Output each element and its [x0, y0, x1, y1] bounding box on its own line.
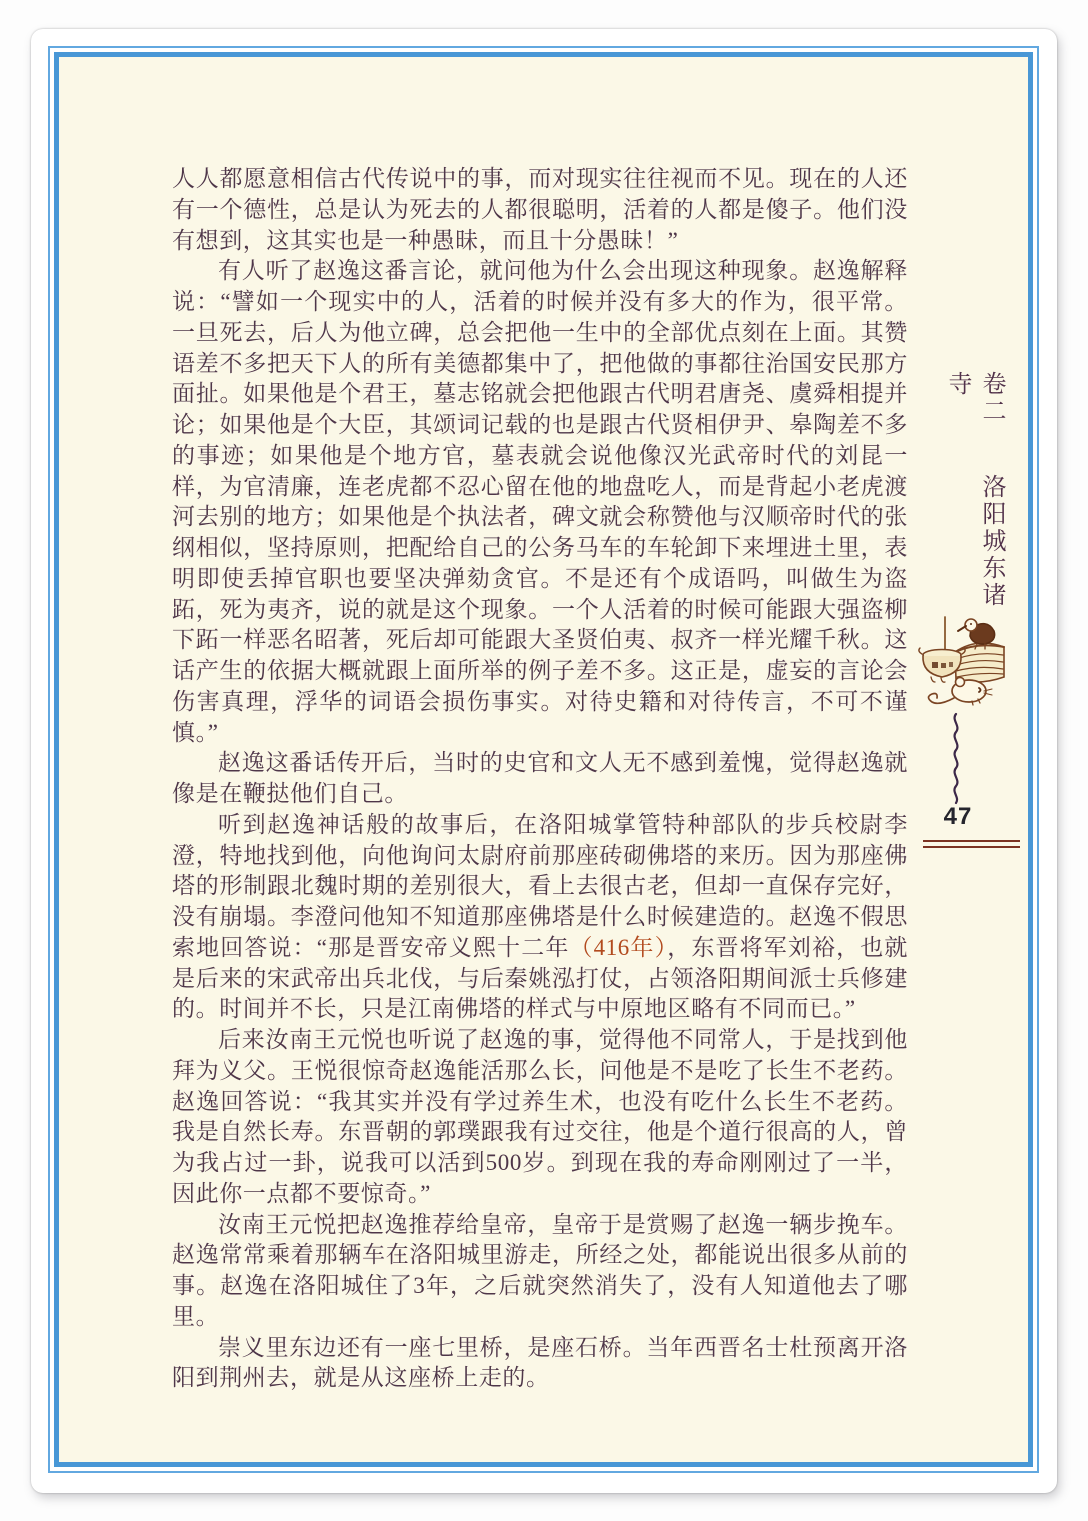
paragraph [172, 1025, 908, 1210]
paragraph [172, 1210, 908, 1333]
book-page [31, 29, 1057, 1493]
paragraph [172, 164, 908, 256]
text-segment: 有人听了赵逸这番言论，就问他为什么会出现这种现象。赵逸解释说：“譬如一个现实中的人，活着的时候并没有多大的作为，很平常。一旦死去，后人为他立碑，总会把他一生中的全部优点刻在上面。其赞语差不多把天下人的所有美德都集中了，把他做的事都往治国安民那方面扯。如果他是个君王，墓志铭就会把他跟古代明君唐尧、虞舜相提并论；如果他是个大臣，其颂词记载的也是跟古代贤相伊尹、皋陶差不多的事迹；如果他是个地方官，墓表就会说他像汉光武帝时代的刘昆一样，为官清廉，连老虎都不忍心留在他的地盘吃人，而是背起小老虎渡河去别的地方；如果他是个执法者，碑文就会称赞他与汉顺帝时代的张纲相似，坚持原则，把配给自己的公务马车的车轮卸下来埋进土里，表明即使丢掉官职也要坚决弹劾贪官。不是还有个成语吗，叫做生为盗跖，死为夷齐，说的就是这个现象。一个人活着的时候可能跟大强盗柳下跖一样恶名昭著，死后却可能跟大圣贤伯夷、叔齐一样光耀千秋。这话产生的依据大概就跟上面所举的例子差不多。这正是，虚妄的言论会伤害真理，浮华的词语会损伤事实。对待史籍和对待传言，不可不谨慎。” [172, 258, 908, 745]
volume-label: 卷二 [978, 371, 1004, 425]
body-text [172, 164, 908, 1394]
paragraph [172, 748, 908, 810]
text-segment: 后来汝南王元悦也听说了赵逸的事，觉得他不同常人，于是找到他拜为义父。王悦很惊奇赵逸能活那么长，问他是不是吃了长生不老药。赵逸回答说：“我其实并没有学过养生术，也没有吃什么长生不老药。我是自然长寿。东晋朝的郭璞跟我有过交往，他是个道行很高的人，曾为我占过一卦，说我可以活到500岁。到现在我的寿命刚刚过了一半，因此你一点都不要惊奇。” [172, 1027, 908, 1206]
text-segment: 人人都愿意相信古代传说中的事，而对现实往往视而不见。现在的人还有一个德性，总是认为死去的人都很聪明，活着的人都是傻子。他们没有想到，这其实也是一种愚昧，而且十分愚昧！” [172, 166, 908, 253]
wavy-divider-icon [948, 711, 964, 806]
text-segment: 赵逸这番话传开后，当时的史官和文人无不感到羞愧，觉得赵逸就像是在鞭挞他们自己。 [172, 750, 908, 806]
chapter-title: 洛阳城东诸寺 [944, 371, 1004, 609]
paragraph [172, 810, 908, 1025]
date-annotation: （416年） [569, 934, 668, 960]
text-segment: ，东晋将军刘裕，也就是后来的宋武帝出兵北伐，与后秦姚泓打仗，占领洛阳期间派士兵修建的。时间并不长，只是江南佛塔的样式与中原地区略有不同而已。” [172, 934, 908, 1022]
chapter-title-vertical [940, 371, 1008, 631]
text-segment: 汝南王元悦把赵逸推荐给皇帝，皇帝于是赏赐了赵逸一辆步挽车。赵逸常常乘着那辆车在洛阳城里游走，所经之处，都能说出很多从前的事。赵逸在洛阳城住了3年，之后就突然消失了，没有人知道他去了哪里。 [172, 1211, 908, 1329]
text-segment: 听到赵逸神话般的故事后，在洛阳城掌管特种部队的步兵校尉李澄，特地找到他，向他询问太尉府前那座砖砌佛塔的来历。因为那座佛塔的形制跟北魏时期的差别很大，看上去很古老，但却一直保存完好，没有崩塌。李澄问他知不知道那座佛塔是什么时候建造的。赵逸不假思索地回答说：“那是晋安帝义熙十二年 [172, 811, 908, 960]
page-number: 47 [943, 803, 973, 830]
paragraph [172, 256, 908, 748]
text-segment: 崇义里东边还有一座七里桥，是座石桥。当年西晋名士杜预离开洛阳到荆州去，就是从这座桥上走的。 [172, 1334, 908, 1391]
page-number-rule [923, 840, 1020, 848]
paragraph [172, 1333, 908, 1395]
crate-icon [955, 643, 1004, 682]
censer-crate-bird-mouse-illustration [915, 611, 1010, 709]
